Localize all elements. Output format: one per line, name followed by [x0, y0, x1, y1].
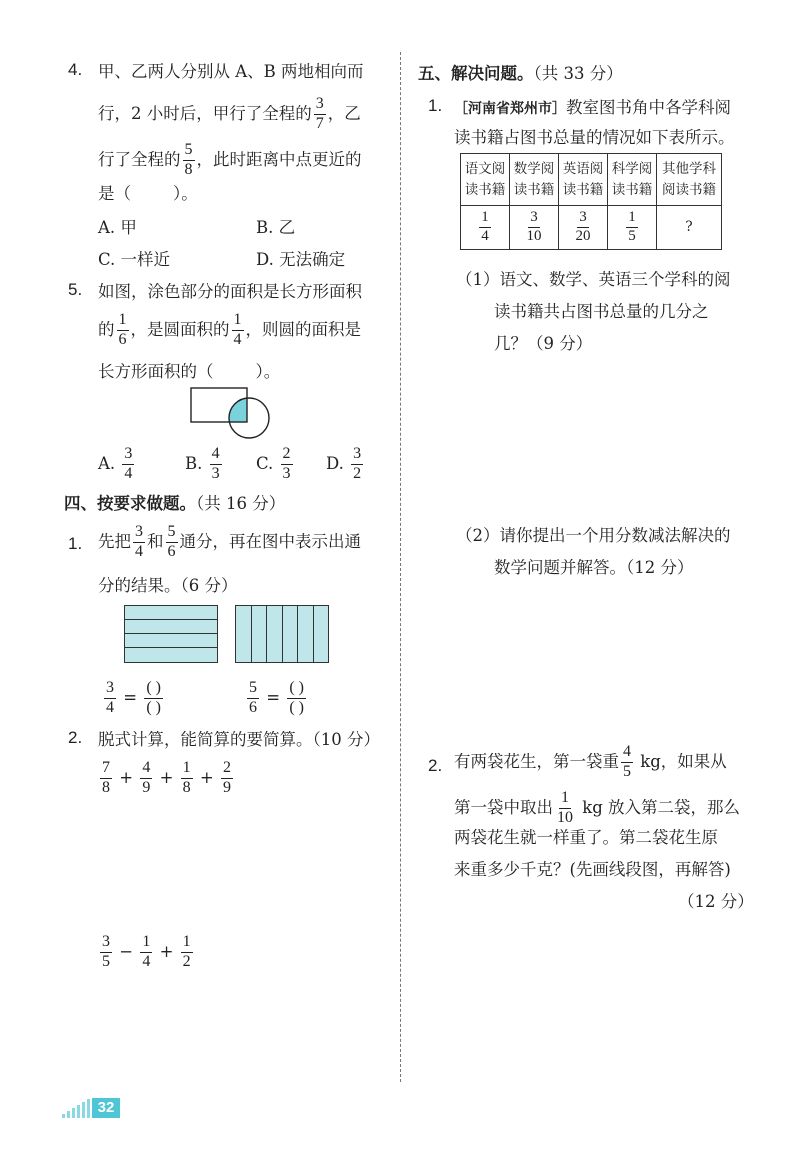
- q4-line2: 行，2 小时后，甲行了全程的 $\frac{3}{7}$ ，乙: [98, 95, 361, 132]
- question-number: 4.: [68, 60, 83, 79]
- question-number: 1.: [68, 534, 83, 553]
- q2-line3: 两袋花生就一样重了。第二袋花生原: [454, 828, 718, 847]
- fraction: $\frac{5}{8}$: [184, 141, 193, 178]
- fraction: $\frac{5}{6}$: [167, 523, 176, 560]
- table-cell: ?: [657, 206, 722, 250]
- fraction: $\frac{1}{10}$: [557, 789, 573, 826]
- equation-5-6: $\frac{5}{6}$ = $\frac{( )}{( )}$: [249, 679, 304, 716]
- q2-line1: 有两袋花生，第一袋重 $\frac{4}{5}$ kg，如果从: [454, 743, 727, 780]
- q1-line1: ［河南省郑州市］教室图书角中各学科阅: [454, 98, 731, 117]
- question-number: 2.: [428, 756, 443, 775]
- fraction: $\frac{4}{5}$: [623, 743, 631, 780]
- question-number: 5.: [68, 280, 83, 299]
- q2-points: （12 分）: [678, 892, 754, 911]
- q5-line3: 长方形面积的（ ）。: [98, 362, 281, 381]
- grid-vertical-sixths: [235, 605, 329, 663]
- question-number: 1.: [428, 96, 443, 115]
- q4-line1: 甲、乙两人分别从 A、B 两地相向而: [98, 62, 364, 81]
- option-a[interactable]: A. $\frac{3}{4}$: [98, 445, 133, 482]
- rectangle-circle-figure: [185, 385, 275, 441]
- equation-3-4: $\frac{3}{4}$ = $\frac{( )}{( )}$: [106, 679, 161, 716]
- q2-line4: 来重多少千克？(先画线段图，再解答): [454, 860, 731, 879]
- table-row: [461, 154, 722, 206]
- sub-question-2-line2: 数学问题并解答。（12 分）: [494, 558, 694, 577]
- fraction: $\frac{1}{6}$: [118, 311, 127, 348]
- answer-blank[interactable]: ( ): [146, 698, 161, 716]
- expression-2: $\frac{3}{5}$ − $\frac{1}{4}$ + $\frac{1}{2}$: [102, 933, 191, 970]
- question-number: 2.: [68, 728, 83, 747]
- expression-1: $\frac{7}{8}$ + $\frac{4}{9}$ + $\frac{1}{8}$ + $\frac{2}{9}$: [102, 759, 231, 796]
- table-cell: $\frac{3}{10}$: [510, 206, 559, 250]
- q1-line2: 读书籍占图书总量的情况如下表所示。: [454, 128, 735, 147]
- table-row: [461, 206, 722, 250]
- sub-question-1-line2: 读书籍共占图书总量的几分之: [494, 302, 709, 321]
- option-b[interactable]: B. $\frac{4}{3}$: [185, 445, 220, 482]
- p1-line1: 先把 $\frac{3}{4}$ 和 $\frac{5}{6}$ 通分，再在图中表示出通: [98, 523, 361, 560]
- grid-horizontal-quarters: [124, 605, 218, 663]
- table-header-cell: 科学阅 读书籍: [608, 154, 657, 206]
- column-divider: [400, 52, 401, 1082]
- sub-question-2-line1: （2）请你提出一个用分数减法解决的: [456, 526, 731, 545]
- table-cell: $\frac{1}{4}$: [461, 206, 510, 250]
- p1-line2: 分的结果。（6 分）: [98, 576, 238, 595]
- answer-blank[interactable]: ( ): [287, 680, 306, 699]
- answer-blank[interactable]: ( ): [289, 698, 304, 716]
- option-d[interactable]: D. $\frac{3}{2}$: [326, 445, 362, 482]
- fraction: $\frac{1}{4}$: [233, 311, 242, 348]
- fraction: $\frac{3}{4}$: [135, 523, 143, 560]
- q5-line1: 如图，涂色部分的面积是长方形面积: [98, 282, 362, 301]
- sub-question-1-line1: （1）语文、数学、英语三个学科的阅: [456, 270, 731, 289]
- option-c[interactable]: C. 一样近: [98, 250, 171, 269]
- option-b[interactable]: B. 乙: [256, 218, 296, 237]
- q4-line3: 行了全程的 $\frac{5}{8}$ ，此时距离中点更近的: [98, 141, 362, 178]
- table-cell: $\frac{3}{20}$: [559, 206, 608, 250]
- option-d[interactable]: D. 无法确定: [256, 250, 346, 269]
- fraction: $\frac{3}{7}$: [315, 95, 324, 132]
- table-cell: $\frac{1}{5}$: [608, 206, 657, 250]
- section-title: 四、按要求做题。（共 16 分）: [64, 494, 286, 513]
- p2-line1: 脱式计算，能简算的要简算。（10 分）: [98, 730, 380, 749]
- table-header-cell: 英语阅 读书籍: [559, 154, 608, 206]
- table-header-cell: 语文阅 读书籍: [461, 154, 510, 206]
- answer-blank[interactable]: ( ): [144, 680, 163, 699]
- q4-line4: 是（ ）。: [98, 184, 198, 203]
- table-header-cell: 数学阅 读书籍: [510, 154, 559, 206]
- page-number: 32: [92, 1098, 120, 1118]
- section-title: 五、解决问题。（共 33 分）: [418, 64, 623, 83]
- table-header-cell: 其他学科 阅读书籍: [657, 154, 722, 206]
- q2-line2: 第一袋中取出 $\frac{1}{10}$ kg 放入第二袋，那么: [454, 789, 741, 826]
- q5-line2: 的 $\frac{1}{6}$ ，是圆面积的 $\frac{1}{4}$ ，则圆的面积是: [98, 311, 361, 348]
- option-a[interactable]: A. 甲: [98, 218, 137, 237]
- reading-books-table: [460, 153, 722, 250]
- option-c[interactable]: C. $\frac{2}{3}$: [256, 445, 291, 482]
- sub-question-1-line3: 几？（9 分）: [494, 334, 593, 353]
